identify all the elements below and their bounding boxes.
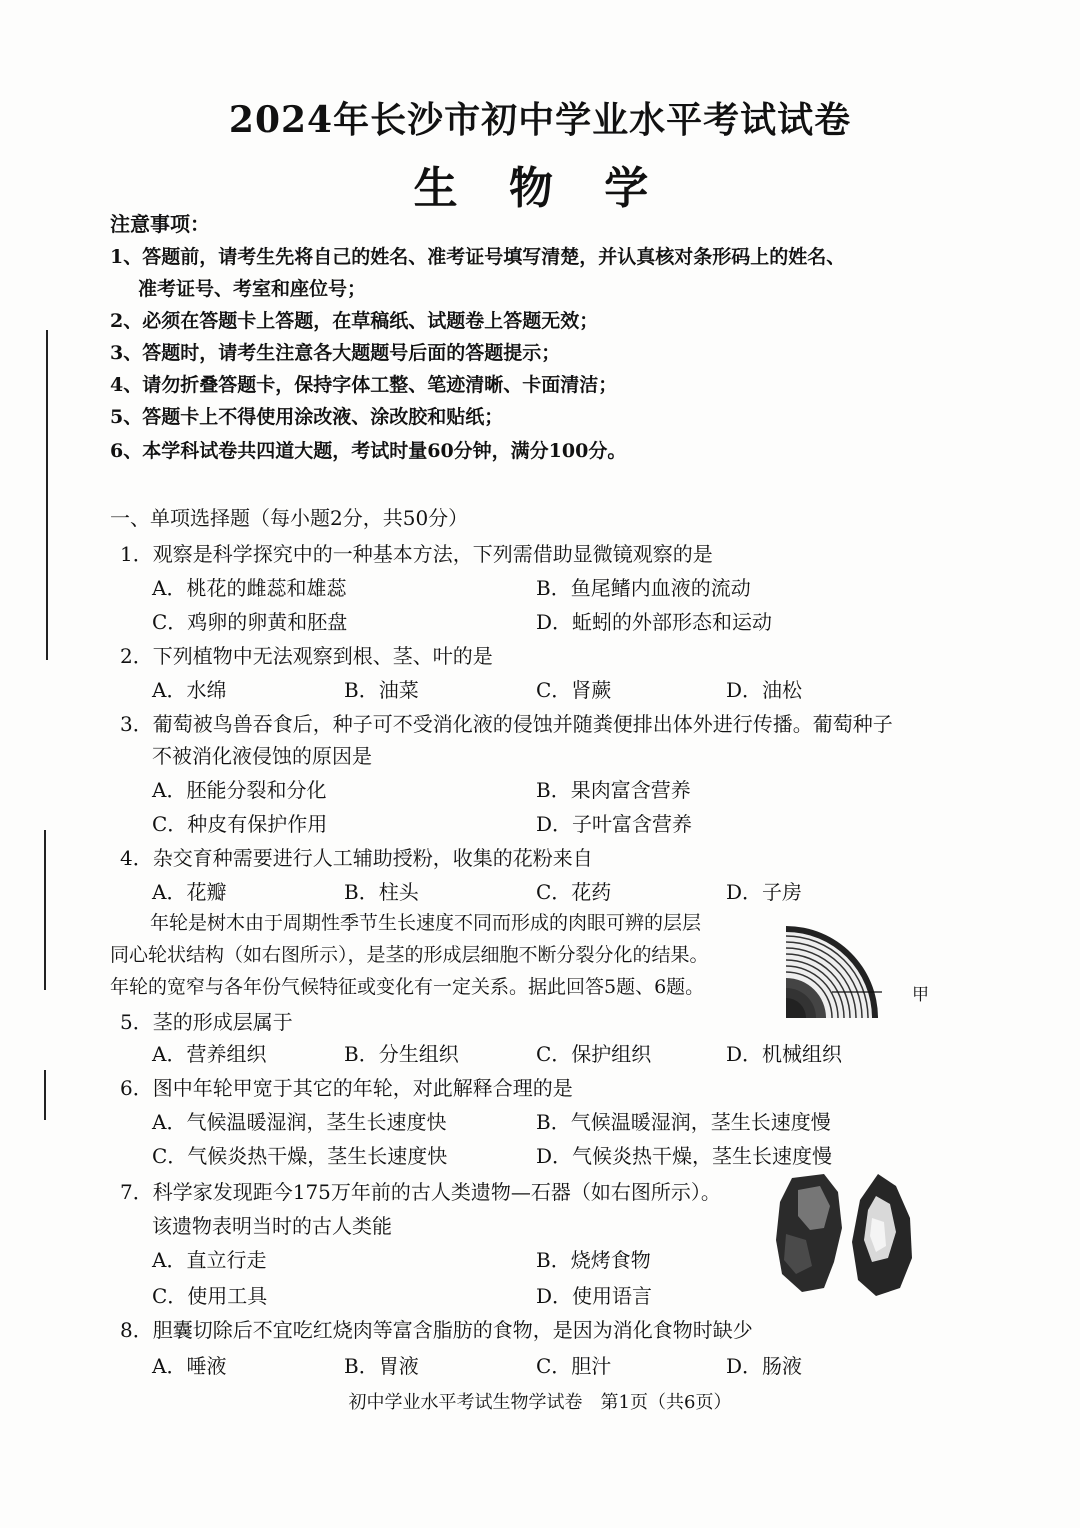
option: B．果肉富含营养 — [536, 778, 691, 802]
tree-ring-figure — [786, 908, 882, 1018]
option: B．油菜 — [344, 678, 419, 702]
note-item: 准考证号、考室和座位号； — [138, 278, 367, 300]
option: D．蚯蚓的外部形态和运动 — [536, 610, 773, 634]
page-footer: 初中学业水平考试生物学试卷 第1页（共6页） — [348, 1392, 732, 1413]
question-stem: 8．胆囊切除后不宜吃红烧肉等富含脂肪的食物，是因为消化食物时缺少 — [120, 1318, 753, 1342]
option: B．柱头 — [344, 880, 419, 904]
option: C．鸡卵的卵黄和胚盘 — [152, 610, 348, 634]
option: A．唾液 — [152, 1354, 227, 1378]
exam-title: 2024年长沙市初中学业水平考试试卷 — [228, 99, 852, 141]
option: D．子房 — [726, 880, 803, 904]
question-stem: 1．观察是科学探究中的一种基本方法，下列需借助显微镜观察的是 — [120, 542, 713, 566]
subject-title: 生 物 学 — [413, 163, 667, 214]
note-item: 5、答题卡上不得使用涂改液、涂改胶和贴纸； — [110, 406, 504, 428]
option: C．气候炎热干燥，茎生长速度快 — [152, 1144, 448, 1168]
section-heading: 一、单项选择题（每小题2分，共50分） — [110, 506, 469, 530]
binding-line — [44, 1070, 46, 1120]
question-stem: 2．下列植物中无法观察到根、茎、叶的是 — [120, 644, 493, 668]
option: D．使用语言 — [536, 1284, 653, 1308]
figure-label-jia: 甲 — [912, 985, 929, 1005]
option: B．分生组织 — [344, 1042, 459, 1066]
question-stem-cont: 该遗物表明当时的古人类能 — [152, 1214, 392, 1238]
option: A．胚能分裂和分化 — [152, 778, 327, 802]
option: D．机械组织 — [726, 1042, 843, 1066]
notes-heading: 注意事项： — [110, 212, 210, 236]
passage-line: 同心轮状结构（如右图所示），是茎的形成层细胞不断分裂分化的结果。 — [110, 944, 709, 966]
option: A．营养组织 — [152, 1042, 267, 1066]
option: A．气候温暖湿润，茎生长速度快 — [152, 1110, 447, 1134]
option: B．胃液 — [344, 1354, 419, 1378]
note-item: 4、请勿折叠答题卡，保持字体工整、笔迹清晰、卡面清洁； — [110, 374, 618, 396]
option: C．花药 — [536, 880, 612, 904]
option: D．油松 — [726, 678, 803, 702]
note-item: 1、答题前，请考生先将自己的姓名、准考证号填写清楚，并认真核对条形码上的姓名、 — [110, 246, 846, 268]
note-item: 3、答题时，请考生注意各大题题号后面的答题提示； — [110, 342, 561, 364]
option: D．子叶富含营养 — [536, 812, 693, 836]
question-stem: 3．葡萄被鸟兽吞食后，种子可不受消化液的侵蚀并随粪便排出体外进行传播。葡萄种子 — [120, 712, 893, 736]
question-stem-cont: 不被消化液侵蚀的原因是 — [152, 744, 372, 768]
passage-line: 年轮的宽窄与各年份气候特征或变化有一定关系。据此回答5题、6题。 — [110, 976, 705, 998]
binding-line — [46, 330, 48, 660]
option: C．使用工具 — [152, 1284, 268, 1308]
option: C．肾蕨 — [536, 678, 612, 702]
option: C．种皮有保护作用 — [152, 812, 328, 836]
note-item: 2、必须在答题卡上答题，在草稿纸、试题卷上答题无效； — [110, 310, 599, 332]
passage-line: 年轮是树木由于周期性季节生长速度不同而形成的肉眼可辨的层层 — [150, 912, 702, 934]
question-stem: 7．科学家发现距今175万年前的古人类遗物—石器（如右图所示）。 — [120, 1180, 721, 1204]
stone-tools-figure — [772, 1170, 922, 1300]
option: B．鱼尾鳍内血液的流动 — [536, 576, 751, 600]
option: D．肠液 — [726, 1354, 803, 1378]
option: A．桃花的雌蕊和雄蕊 — [152, 576, 347, 600]
question-stem: 4．杂交育种需要进行人工辅助授粉，收集的花粉来自 — [120, 846, 593, 870]
option: B．烧烤食物 — [536, 1248, 651, 1272]
note-item: 6、本学科试卷共四道大题，考试时量60分钟，满分100分。 — [110, 440, 627, 462]
option: D．气候炎热干燥，茎生长速度慢 — [536, 1144, 833, 1168]
option: A．水绵 — [152, 678, 227, 702]
question-stem: 6．图中年轮甲宽于其它的年轮，对此解释合理的是 — [120, 1076, 573, 1100]
binding-line — [44, 830, 46, 990]
option: B．气候温暖湿润，茎生长速度慢 — [536, 1110, 831, 1134]
option: C．保护组织 — [536, 1042, 652, 1066]
option: C．胆汁 — [536, 1354, 612, 1378]
question-stem: 5．茎的形成层属于 — [120, 1010, 293, 1034]
option: A．直立行走 — [152, 1248, 267, 1272]
option: A．花瓣 — [152, 880, 227, 904]
